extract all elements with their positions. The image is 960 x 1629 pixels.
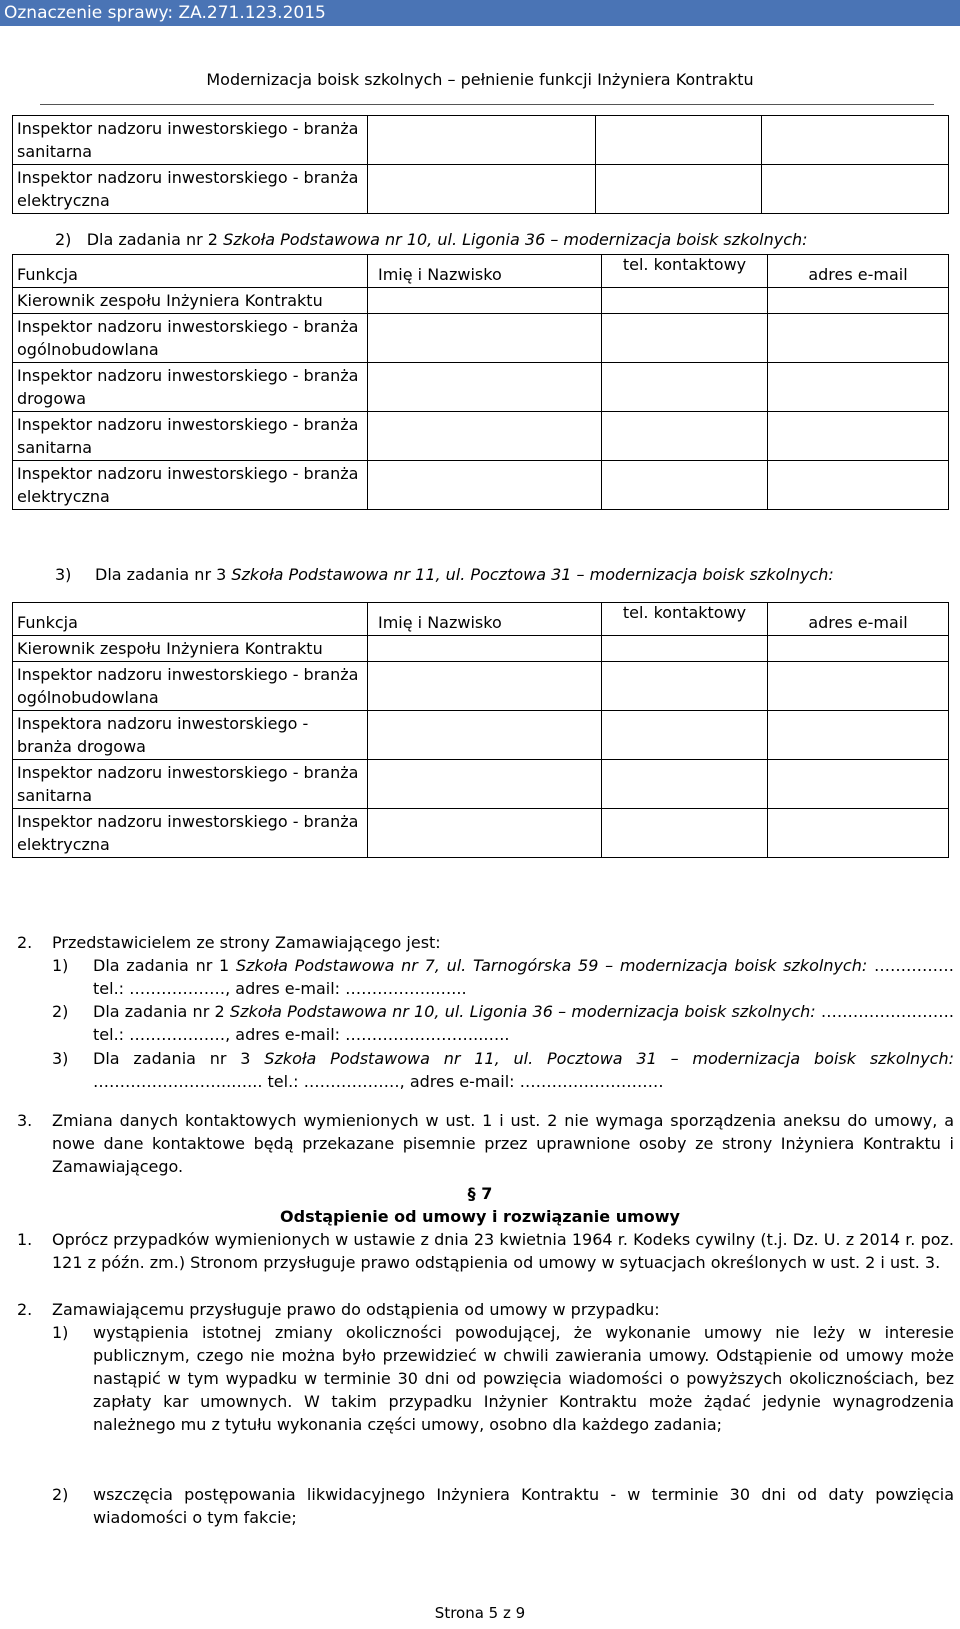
point-2-number: 2. <box>17 933 33 952</box>
p7-2-2-number: 2) <box>52 1485 69 1504</box>
project-title: Modernizacja boisk szkolnych – pełnienie funkcji Inżyniera Kontraktu <box>206 70 754 89</box>
p7-1-text: Oprócz przypadków wymienionych w ustawie z dnia 23 kwietnia 1964 r. Kodeks cywilny (t.j. Dz. U. z 2014 r. poz. 121 z późn. zm.) Stronom przysługuje prawo odstąpienia od umowy w sytuacjach określonych w ust. 2 i ust. 3. <box>52 1230 954 1272</box>
name-cell <box>368 809 602 858</box>
name-cell <box>368 760 602 809</box>
email-cell <box>768 412 949 461</box>
phone-cell <box>602 711 768 760</box>
name-cell <box>368 363 602 412</box>
email-cell <box>768 363 949 412</box>
case-number-bar <box>0 0 960 26</box>
function-cell: Inspektor nadzoru inwestorskiego - branża sanitarna <box>13 412 368 461</box>
table-row <box>13 636 949 662</box>
email-cell <box>768 461 949 510</box>
point-2-item-number: 1) <box>52 956 69 975</box>
p7-2-text: Zamawiającemu przysługuje prawo do odstąpienia od umowy w przypadku: <box>52 1300 660 1319</box>
point-2-item-3: Dla zadania nr 3 Szkoła Podstawowa nr 11, ul. Pocztowa 31 – modernizacja boisk szkolnych: ……………………..…... tel.: ………………, adres e-mail: ……………………… <box>93 1049 954 1091</box>
function-cell: Inspektor nadzoru inwestorskiego - branża elektryczna <box>13 165 368 214</box>
phone-cell <box>596 116 762 165</box>
p7-2-1-number: 1) <box>52 1323 69 1342</box>
function-cell: Kierownik zespołu Inżyniera Kontraktu <box>13 288 368 314</box>
table-row <box>13 809 949 858</box>
function-cell: Inspektor nadzoru inwestorskiego - branża ogólnobudowlana <box>13 314 368 363</box>
p7-2-2-text: wszczęcia postępowania likwidacyjnego Inżyniera Kontraktu - w terminie 30 dni od daty powzięcia wiadomości o tym fakcie; <box>93 1485 954 1527</box>
phone-cell <box>596 165 762 214</box>
task-3-caption: 3) Dla zadania nr 3 Szkoła Podstawowa nr 11, ul. Pocztowa 31 – modernizacja boisk szkolnych: <box>55 565 834 584</box>
table-header-row <box>13 255 949 288</box>
phone-cell <box>602 363 768 412</box>
table-row <box>13 363 949 412</box>
page-footer: Strona 5 z 9 <box>434 1604 526 1622</box>
task-2-caption: 2) Dla zadania nr 2 Szkoła Podstawowa nr 10, ul. Ligonia 36 – modernizacja boisk szkolnych: <box>55 230 808 249</box>
point-3-text: Zmiana danych kontaktowych wymienionych w ust. 1 i ust. 2 nie wymaga sporządzenia aneksu do umowy, a nowe dane kontaktowe będą przekazane pisemnie przez uprawnione osoby ze strony Inżyniera Kontraktu i Zamawiającego. <box>52 1111 954 1176</box>
table-task-2 <box>12 254 949 510</box>
table-row <box>13 314 949 363</box>
name-cell <box>368 636 602 662</box>
header-rule <box>40 104 934 105</box>
p7-2-1-text: wystąpienia istotnej zmiany okoliczności powodującej, że wykonanie umowy nie leży w interesie publicznym, czego nie można było przewidzieć w chwili zawierania umowy. Odstąpienie od umowy może nastąpić w tym wypadku w terminie 30 dni od powzięcia wiadomości o powyższych okolicznościach, bez zapłaty kar umownych. W takim przypadku Inżynier Kontraktu może żądać jedynie wynagrodzenia należnego mu z tytułu wykonania części umowy, osobno dla każdego zadania; <box>93 1323 954 1434</box>
table-row <box>13 760 949 809</box>
name-cell <box>368 165 596 214</box>
name-cell <box>368 412 602 461</box>
name-cell <box>368 662 602 711</box>
table-row <box>13 412 949 461</box>
email-cell <box>762 165 949 214</box>
phone-cell <box>602 636 768 662</box>
email-cell <box>768 288 949 314</box>
point-2-item-1: Dla zadania nr 1 Szkoła Podstawowa nr 7, ul. Tarnogórska 59 – modernizacja boisk szkolnych: …………… tel.: ………………, adres e-mail: ……………..…... <box>93 956 954 998</box>
table-task-3 <box>12 602 949 858</box>
email-cell <box>768 711 949 760</box>
function-cell: Inspektor nadzoru inwestorskiego - branża ogólnobudowlana <box>13 662 368 711</box>
table-header-row <box>13 603 949 636</box>
point-2-item-number: 2) <box>52 1002 69 1021</box>
col-header-email: adres e-mail <box>768 603 949 636</box>
p7-2-number: 2. <box>17 1300 33 1319</box>
paragraph-sign: § 7 <box>467 1184 493 1203</box>
col-header-phone: tel. kontaktowy <box>602 603 768 636</box>
phone-cell <box>602 461 768 510</box>
name-cell <box>368 461 602 510</box>
email-cell <box>768 809 949 858</box>
point-2-text: Przedstawicielem ze strony Zamawiającego jest: <box>52 933 441 952</box>
p7-1-number: 1. <box>17 1230 33 1249</box>
point-3-number: 3. <box>17 1111 33 1130</box>
name-cell <box>368 711 602 760</box>
table-task-1-tail <box>12 115 949 214</box>
phone-cell <box>602 288 768 314</box>
phone-cell <box>602 809 768 858</box>
col-header-email: adres e-mail <box>768 255 949 288</box>
col-header-function: Funkcja <box>13 603 368 636</box>
col-header-name: Imię i Nazwisko <box>368 603 602 636</box>
function-cell: Inspektor nadzoru inwestorskiego - branża elektryczna <box>13 461 368 510</box>
table-row <box>13 711 949 760</box>
email-cell <box>768 662 949 711</box>
table-row <box>13 288 949 314</box>
phone-cell <box>602 760 768 809</box>
name-cell <box>368 288 602 314</box>
function-cell: Inspektor nadzoru inwestorskiego - branża elektryczna <box>13 809 368 858</box>
phone-cell <box>602 662 768 711</box>
col-header-phone: tel. kontaktowy <box>602 255 768 288</box>
phone-cell <box>602 314 768 363</box>
email-cell <box>768 314 949 363</box>
email-cell <box>762 116 949 165</box>
phone-cell <box>602 412 768 461</box>
name-cell <box>368 116 596 165</box>
function-cell: Kierownik zespołu Inżyniera Kontraktu <box>13 636 368 662</box>
function-cell: Inspektora nadzoru inwestorskiego - branża drogowa <box>13 711 368 760</box>
function-cell: Inspektor nadzoru inwestorskiego - branża sanitarna <box>13 760 368 809</box>
function-cell: Inspektor nadzoru inwestorskiego - branża drogowa <box>13 363 368 412</box>
name-cell <box>368 314 602 363</box>
email-cell <box>768 760 949 809</box>
table-row <box>13 662 949 711</box>
function-cell: Inspektor nadzoru inwestorskiego - branża sanitarna <box>13 116 368 165</box>
paragraph-title: Odstąpienie od umowy i rozwiązanie umowy <box>280 1207 680 1226</box>
col-header-function: Funkcja <box>13 255 368 288</box>
col-header-name: Imię i Nazwisko <box>368 255 602 288</box>
table-row <box>13 116 949 165</box>
table-row <box>13 461 949 510</box>
table-row <box>13 165 949 214</box>
point-2-item-number: 3) <box>52 1049 69 1068</box>
point-2-item-2: Dla zadania nr 2 Szkoła Podstawowa nr 10, ul. Ligonia 36 – modernizacja boisk szkolnych: ……………………. tel.: ………………, adres e-mail: ……………………..….. <box>93 1002 955 1044</box>
case-number: Oznaczenie sprawy: ZA.271.123.2015 <box>4 3 326 23</box>
email-cell <box>768 636 949 662</box>
